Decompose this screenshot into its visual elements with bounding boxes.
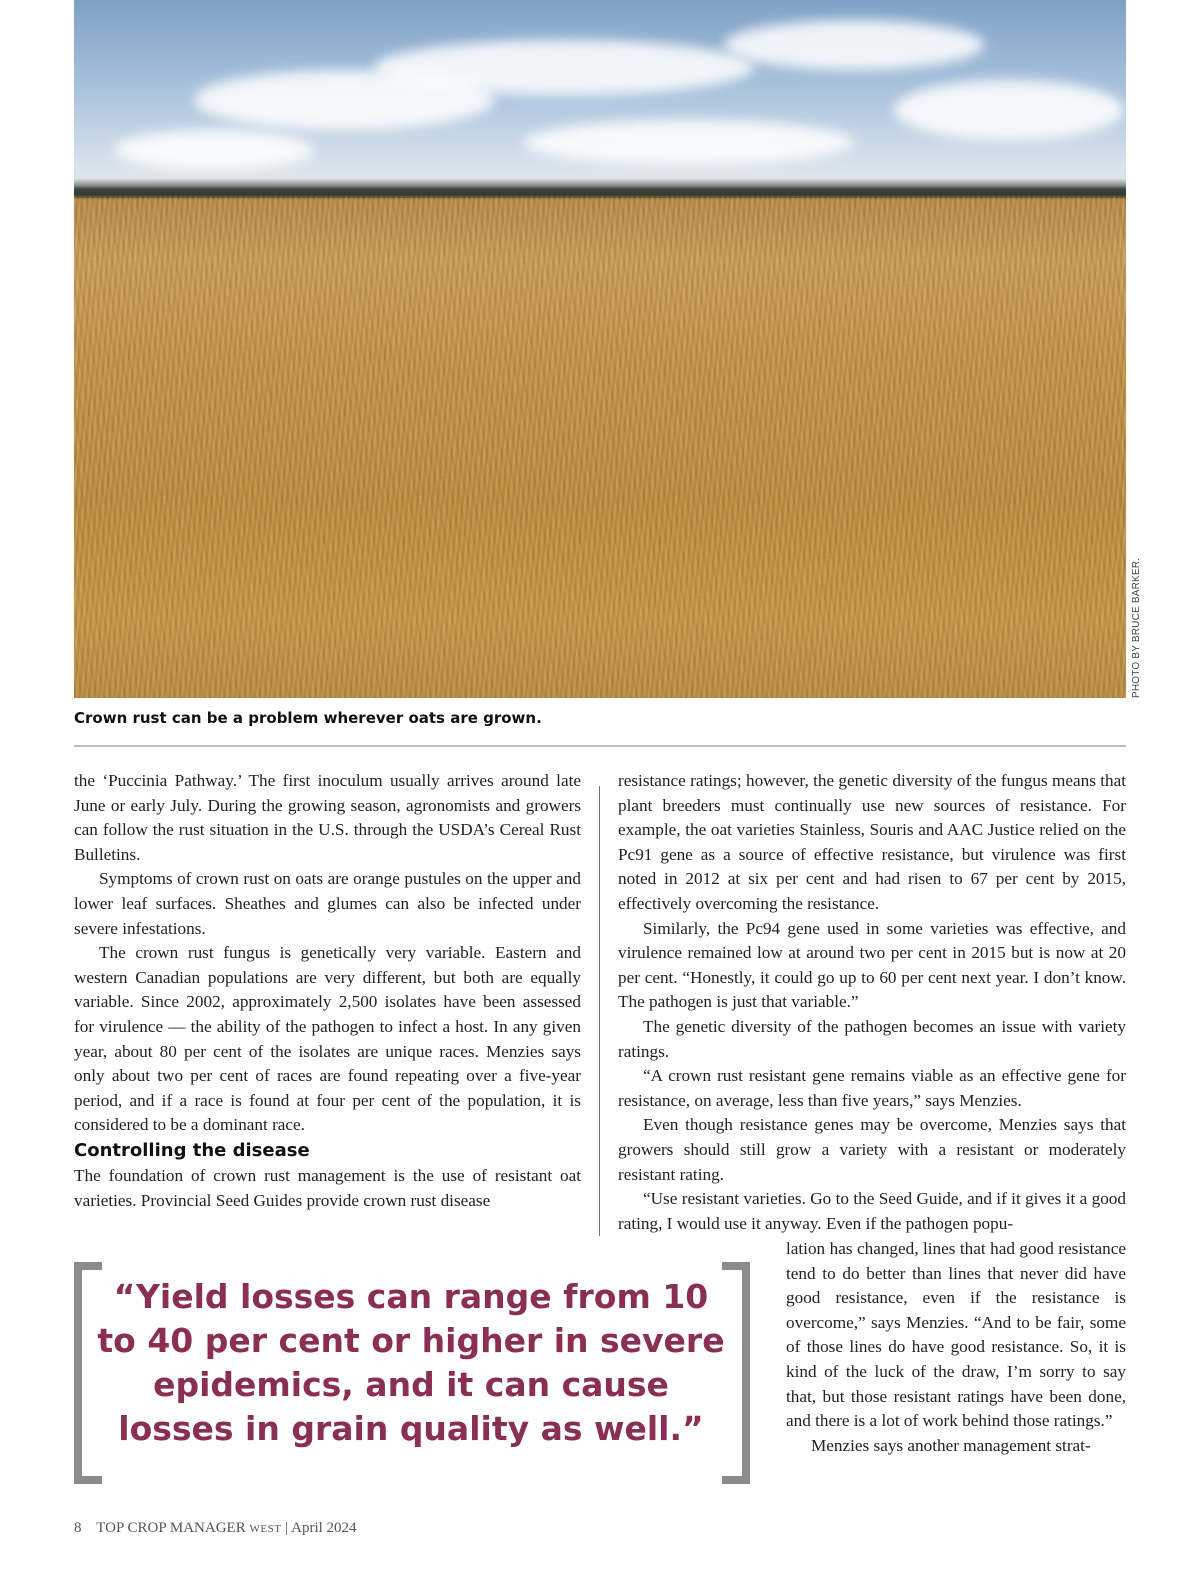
page-footer (74, 1520, 357, 1537)
article-column-2 (618, 769, 1126, 1236)
paragraph: Symptoms of crown rust on oats are orange pustules on the upper and lower leaf surfaces. Sheathes and glumes can also be infected under severe infestations. (74, 869, 581, 938)
pullquote-right-bracket (722, 1262, 750, 1484)
paragraph: the ‘Puccinia Pathway.’ The first inoculum usually arrives around late June or early July. During the growing season, agronomists and growers can follow the rust situation in the U.S. through the USDA’s Cereal Rust Bulletins. (74, 771, 581, 864)
section-subhead: Controlling the disease (74, 1139, 310, 1161)
paragraph: Even though resistance genes may be overcome, Menzies says that growers should still grow a variety with a resistant or moderately resistant rating. (618, 1115, 1126, 1184)
article-column-1 (74, 769, 581, 1213)
pull-quote: “Yield losses can range from 10 to 40 per cent or higher in severe epidemics, and it can cause losses in grain quality as well.” (97, 1277, 725, 1448)
cloud-shape (114, 130, 314, 170)
paragraph: resistance ratings; however, the genetic diversity of the fungus means that plant breeders must continually use new sources of resistance. For example, the oat varieties Stainless, Souris and AAC Justice relied on the Pc91 gene as a source of effective resistance, but virulence was first noted in 2012 at six per cent and had risen to 67 per cent by 2015, effectively overcoming the resistance. (618, 771, 1126, 913)
cloud-shape (374, 40, 754, 95)
caption-divider (74, 745, 1126, 747)
photo-caption: Crown rust can be a problem wherever oats are grown. (74, 709, 542, 727)
page-number: 8 (74, 1520, 82, 1536)
footer-separator: | (285, 1520, 289, 1536)
paragraph: lation has changed, lines that had good resistance tend to do better than lines that never did have good resistance, even if the resistance is overcome,” says Menzies. “And to be fair, some of those lines do have good resistance. So, it is kind of the luck of the draw, I’m sorry to say that, but those resistant ratings have been done, and there is a lot of work behind those ratings.” (786, 1239, 1126, 1431)
paragraph: “A crown rust resistant gene remains viable as an effective gene for resistance, on average, less than five years,” says Menzies. (618, 1066, 1126, 1110)
paragraph: The crown rust fungus is genetically very variable. Eastern and western Canadian populations are very different, but both are equally variable. Since 2002, approximately 2,500 isolates have been assessed for virulence — the ability of the pathogen to infect a host. In any given year, about 80 per cent of the isolates are unique races. Menzies says only about two per cent of races are found repeating over a five-year period, and if a race is found at four per cent of the population, it is considered to be a dominant race. (74, 943, 581, 1135)
treeline (74, 178, 1126, 198)
issue-date: April 2024 (291, 1520, 357, 1536)
paragraph: The foundation of crown rust management is the use of resistant oat varieties. Provincial Seed Guides provide crown rust disease (74, 1165, 581, 1210)
paragraph: Similarly, the Pc94 gene used in some varieties was effective, and virulence remained low at around two per cent in 2015 but is now at 20 per cent. “Honestly, it could go up to 60 per cent next year. I don’t know. The pathogen is just that variable.” (618, 918, 1126, 1012)
cloud-shape (894, 80, 1124, 140)
publication-edition: WEST (249, 1523, 282, 1535)
cloud-shape (524, 120, 854, 165)
paragraph: “Use resistant varieties. Go to the Seed Guide, and if it gives it a good rating, I would use it anyway. Even if the pathogen popu- (618, 1189, 1126, 1233)
paragraph: Menzies says another management strat- (811, 1435, 1091, 1455)
oat-field-photo (74, 0, 1126, 698)
publication-name: TOP CROP MANAGER (96, 1520, 246, 1536)
article-column-3 (786, 1237, 1126, 1458)
paragraph: The genetic diversity of the pathogen becomes an issue with variety ratings. (618, 1016, 1126, 1061)
field-texture (74, 196, 1126, 698)
photo-credit: PHOTO BY BRUCE BARKER. (1131, 557, 1142, 698)
column-divider (599, 786, 600, 1236)
cloud-shape (724, 20, 984, 70)
